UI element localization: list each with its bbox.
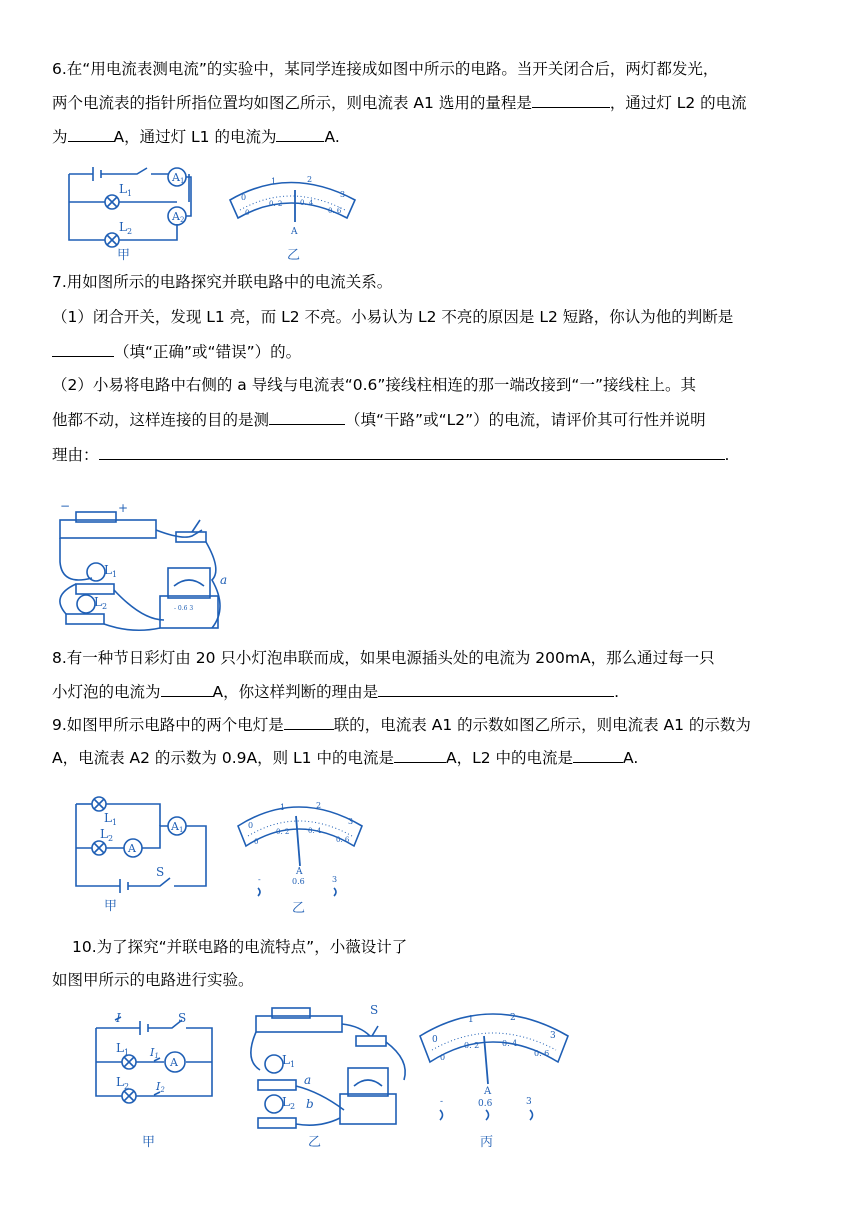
q10-figure (60, 1000, 600, 1156)
lamp-l1-label: $L_1$ (104, 563, 118, 579)
q7-apparatus (60, 512, 220, 630)
scale-top-label: 1 (271, 177, 277, 186)
scale-bottom-label: 0. 2 (464, 1041, 480, 1050)
answer-blank[interactable] (378, 680, 614, 697)
q9-circuit-jia (76, 797, 206, 893)
q7-line-2: （1）闭合开关，发现 L1 亮，而 L2 不亮。小易认为 L2 不亮的原因是 L2 短路，你认为他的判断是 (52, 308, 734, 326)
unit-label: A (291, 227, 298, 237)
q7-line-5: 他都不动，这样连接的目的是测 （填“干路”或“L2”）的电流，请评价其可行性并说明 (52, 408, 706, 431)
q9-figure (60, 786, 370, 918)
wire-a-label: a (304, 1073, 312, 1087)
q10-circuit-jia (96, 1017, 212, 1103)
q8-line-2: 小灯泡的电流为 A，你这样判断的理由是 . (52, 680, 619, 703)
current-i2-label: I2 (156, 1080, 165, 1094)
scale-bottom-label: 0 (254, 838, 259, 846)
answer-blank[interactable] (269, 408, 345, 425)
terminal-posts (258, 888, 336, 896)
scale-top-label: 2 (510, 1013, 516, 1023)
unit-label: A (296, 867, 303, 877)
answer-blank[interactable] (284, 713, 334, 730)
q6-circuit-diagram (55, 160, 375, 265)
q10-circuit-diagram (60, 1000, 600, 1156)
answer-blank[interactable] (68, 125, 114, 142)
terminal-0-6: 0.6 (292, 877, 305, 886)
q7-figure (52, 500, 252, 638)
battery-minus: − (60, 500, 71, 513)
figure-label-jia: 甲 (142, 1135, 156, 1150)
scale-top-label: 1 (280, 803, 286, 812)
lamp-l1-label: $L_1$ (116, 1041, 130, 1057)
unit-label: A (484, 1086, 492, 1097)
figure-label-jia: 甲 (117, 248, 131, 263)
q9-circuit-diagram (60, 786, 370, 918)
answer-blank[interactable] (573, 746, 623, 763)
scale-top-label: 3 (348, 817, 354, 826)
scale-top-label: 2 (316, 801, 322, 810)
q7-line-6: 理由： . (52, 443, 729, 466)
q10-apparatus-yi (251, 1008, 405, 1128)
ammeter-a2-label: A2 (172, 210, 185, 224)
answer-blank[interactable] (532, 91, 610, 108)
scale-top-label: 1 (468, 1015, 474, 1025)
lamp-l2-label: $L_2$ (94, 595, 108, 611)
lamp-l1-label: $L_1$ (282, 1053, 296, 1069)
terminal-minus: - (440, 1097, 444, 1107)
q6-line-2: 两个电流表的指针所指位置均如图乙所示，则电流表 A1 选用的量程是 ，通过灯 L2 的电流 (52, 91, 747, 114)
q6-figure (55, 160, 375, 265)
q10-line-1: 10.为了探究“并联电路的电流特点”，小薇设计了 (72, 938, 408, 956)
figure-label-bing: 丙 (480, 1135, 494, 1150)
scale-bottom-label: 0 (440, 1053, 446, 1062)
terminal-0-6: 0.6 (478, 1099, 493, 1109)
wire-a-label: a (220, 573, 228, 587)
q7-line-3: （填“正确”或“错误”）的。 (52, 340, 301, 363)
scale-bottom-label: 0. 6 (534, 1049, 550, 1058)
answer-blank[interactable] (161, 680, 213, 697)
q7-apparatus-drawing (52, 500, 252, 638)
q6-line-1: 6.在“用电流表测电流”的实验中，某同学连接成如图中所示的电路。当开关闭合后，两灯都发光， (52, 60, 719, 78)
switch-label-yi: S (370, 1003, 379, 1017)
answer-blank[interactable] (394, 746, 446, 763)
lamp-l2-label: $L_2$ (116, 1075, 130, 1091)
terminal-minus: - (258, 875, 261, 884)
scale-bottom-label: 0. 4 (300, 199, 314, 207)
q6-line-3: 为 A，通过灯 L1 的电流为 A. (52, 125, 340, 148)
figure-label-yi: 乙 (292, 901, 306, 916)
ammeter-label: A (128, 842, 136, 855)
current-i-label: I (116, 1011, 121, 1025)
wire-b-label: b (306, 1097, 314, 1111)
q7-line-1: 7.用如图所示的电路探究并联电路中的电流关系。 (52, 273, 393, 291)
scale-top-label: 0 (241, 193, 247, 202)
q7-line-4: （2）小易将电路中右侧的 a 导线与电流表“0.6”接线柱相连的那一端改接到“一”接线柱上。其 (52, 376, 696, 394)
scale-bottom-label: 0. 6 (328, 207, 342, 215)
scale-top-label: 2 (307, 175, 313, 184)
scale-bottom-label: 0. 2 (276, 828, 290, 836)
battery-plus: + (118, 501, 129, 515)
ammeter-terminals: - 0.6 3 (174, 605, 194, 612)
answer-blank[interactable] (276, 125, 324, 142)
figure-label-jia: 甲 (104, 899, 118, 914)
scale-bottom-label: 0. 4 (308, 827, 322, 835)
lamp-l2-label: $L_2$ (282, 1095, 296, 1111)
lamp-l1-label: $L_1$ (119, 182, 133, 198)
terminal-3: 3 (332, 875, 338, 884)
lamp-l2-label: $L_2$ (100, 827, 114, 843)
scale-top-label: 0 (248, 821, 254, 830)
scale-top-label: 0 (432, 1035, 438, 1045)
switch-label: S (178, 1011, 187, 1025)
terminal-3: 3 (526, 1097, 532, 1107)
scale-top-label: 3 (340, 190, 346, 199)
lamp-l1-label: $L_1$ (104, 811, 118, 827)
figure-label-yi: 乙 (287, 248, 301, 263)
scale-bottom-label: 0. 2 (269, 200, 283, 208)
answer-blank[interactable] (52, 340, 114, 357)
q10-line-2: 如图甲所示的电路进行实验。 (52, 971, 254, 989)
scale-bottom-label: 0. 6 (336, 836, 350, 844)
scale-bottom-label: 0. 4 (502, 1039, 518, 1048)
ammeter-label: A (170, 1056, 178, 1069)
current-i1-label: I1 (150, 1046, 159, 1060)
scale-top-label: 3 (550, 1031, 556, 1041)
lamp-l2-label: $L_2$ (119, 220, 133, 236)
q9-line-1: 9.如图甲所示电路中的两个电灯是 联的，电流表 A1 的示数如图乙所示，则电流表 A1 的示数为 (52, 713, 751, 736)
switch-label: S (156, 865, 165, 879)
ammeter-a1-label: A1 (171, 820, 184, 834)
scale-bottom-label: 0 (245, 209, 250, 217)
q9-line-2: A，电流表 A2 的示数为 0.9A，则 L1 中的电流是 A，L2 中的电流是 A. (52, 746, 638, 769)
terminal-posts (440, 1110, 533, 1120)
q8-line-1: 8.有一种节日彩灯由 20 只小灯泡串联而成，如果电源插头处的电流为 200mA，那么通过每一只 (52, 649, 715, 667)
answer-blank[interactable] (99, 443, 725, 460)
ammeter-a1-label: A1 (172, 171, 185, 185)
figure-label-yi: 乙 (308, 1135, 322, 1150)
